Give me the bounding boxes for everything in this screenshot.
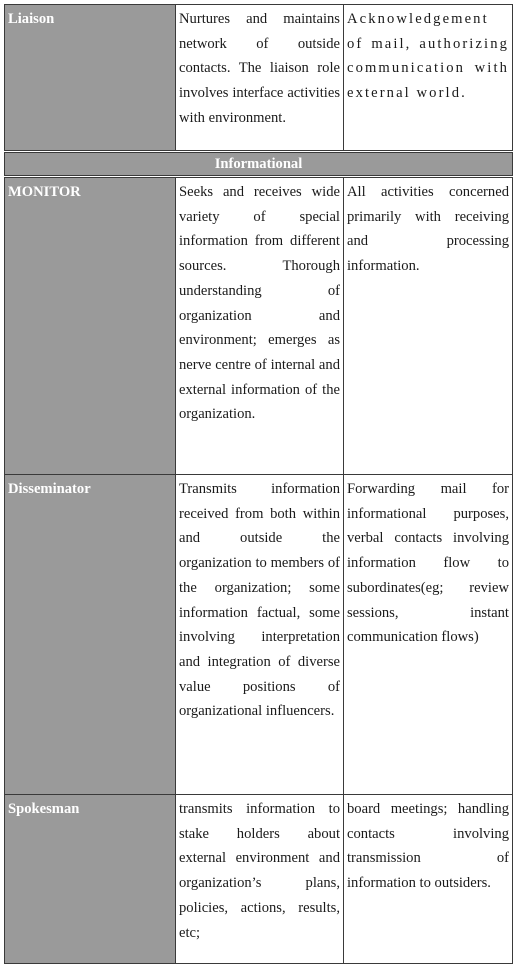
role-name: MONITOR [5, 177, 176, 475]
section-title: Informational [5, 152, 513, 177]
role-name: Disseminator [5, 475, 176, 795]
role-description: Nurtures and maintains network of outside contacts. The liaison role involves interface activities with environment. [176, 5, 344, 152]
table-row [5, 795, 513, 964]
role-activities: Acknowledgement of mail, authorizing communication with external world. [344, 5, 513, 152]
role-activities: All activities concerned primarily with receiving and processing information. [344, 177, 513, 475]
role-activities: board meetings; handling contacts involving transmission of information to outsiders. [344, 795, 513, 964]
role-description: Transmits information received from both within and outside the organization to members of the organization; some information factual, some involving interpretation and integration of diverse value positions of organizational influencers. [176, 475, 344, 795]
role-activities: Forwarding mail for informational purposes, verbal contacts involving information flow to subordinates(eg; review sessions, instant communication flows) [344, 475, 513, 795]
table-row [5, 475, 513, 795]
table-row [5, 5, 513, 152]
managerial-roles-table [4, 4, 513, 964]
role-name: Liaison [5, 5, 176, 152]
table-row [5, 177, 513, 475]
section-header-row [5, 152, 513, 177]
role-description: transmits information to stake holders about external environment and organization’s plans, policies, actions, results, etc; [176, 795, 344, 964]
role-description: Seeks and receives wide variety of special information from different sources. Thorough understanding of organization and environment; emerges as nerve centre of internal and external information of the organization. [176, 177, 344, 475]
role-name: Spokesman [5, 795, 176, 964]
